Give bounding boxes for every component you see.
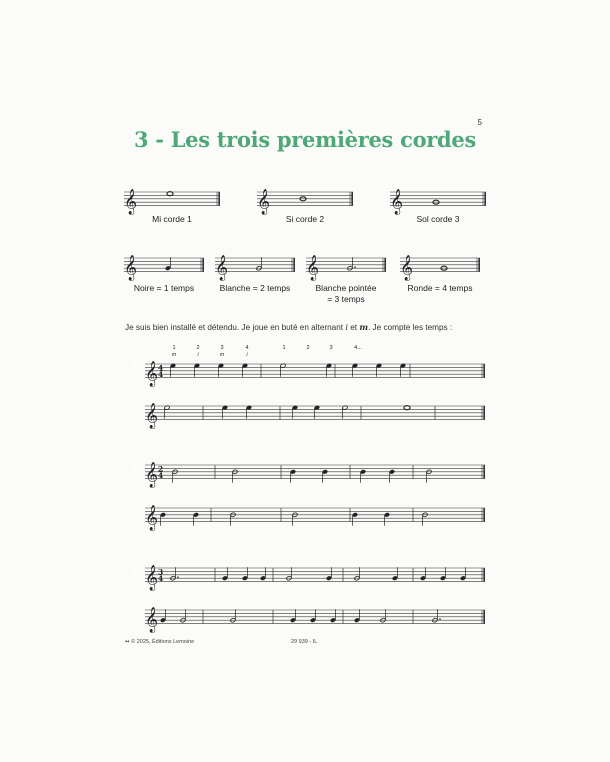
page-title: 3 - Les trois premières cordes [133,127,477,152]
exercise-2-line-1 [145,457,485,487]
treble-clef-icon: 𝄞 [145,361,159,387]
treble-clef-icon: 𝄞 [145,462,159,488]
treble-clef-icon: 𝄞 [124,255,138,281]
label-blanche-pointee [300,283,392,305]
count-label: 3 [329,345,333,351]
final-barline-thick [483,610,485,624]
time-signature-bottom: 4 [158,370,164,380]
staff-blanche-pointee [306,250,386,280]
instruction-after: . Je compte les temps : [368,323,453,332]
fingering-label: i [197,352,199,358]
whole-note [167,192,173,196]
count-label: 2 [306,345,310,351]
treble-clef-icon: 𝄞 [306,255,320,281]
exercise-number-3: 3 [131,565,137,576]
treble-clef-icon: 𝄞 [257,189,271,215]
label-mi-corde-1: Mi corde 1 [152,214,192,224]
exercise-number-1: 1 [131,361,137,372]
instruction-finger-i: i [345,322,348,332]
treble-clef-icon: 𝄞 [390,189,404,215]
treble-clef-icon: 𝄞 [400,255,414,281]
count-label: 4 [245,345,249,351]
exercise-3-line-2 [145,602,485,632]
staff-blanche [215,250,295,280]
final-barline-thick [478,258,480,272]
count-label: 1 [172,345,176,351]
exercise-2-line-2 [145,500,485,530]
augmentation-dot [439,618,441,620]
final-barline-thick [384,258,386,272]
augmentation-dot [177,576,179,578]
final-barline-thick [483,465,485,479]
final-barline-thick [293,258,295,272]
footer-copyright [125,639,194,645]
final-barline-thick [351,192,353,206]
count-label: 3 [220,345,224,351]
treble-clef-icon: 𝄞 [215,255,229,281]
treble-clef-icon: 𝄞 [145,565,159,591]
final-barline-thick [483,406,485,420]
footer-code: 29 939 - IL [291,639,318,645]
treble-clef-icon: 𝄞 [145,505,159,531]
final-barline-thick [218,192,220,206]
final-barline-thick [202,258,204,272]
count-label: 1 [282,345,286,351]
label-si-corde-2: Si corde 2 [285,214,325,224]
label-blanche: Blanche = 2 temps [219,283,291,293]
count-label: 4... [354,345,362,351]
fingering-label: m [171,352,177,358]
copyright-text: © 2025, Éditions Lemoine [131,639,195,645]
exercise-1-line-1 [145,356,485,386]
page-number: 5 [477,118,482,127]
treble-clef-icon: 𝄞 [124,189,138,215]
exercise-1-line-2 [145,398,485,428]
final-barline-thick [484,192,486,206]
staff-si [257,184,353,214]
staff-mi [124,184,220,214]
staff-noire [124,250,204,280]
treble-clef-icon: 𝄞 [145,607,159,633]
label-noire: Noire = 1 temps [133,283,195,293]
instruction-finger-m: m [359,322,368,332]
label-sol-corde-3: Sol corde 3 [416,214,460,224]
count-label: 2 [196,345,200,351]
exercise-3-line-1 [145,560,485,590]
label-ronde: Ronde = 4 temps [407,283,473,293]
instruction-text [125,322,452,332]
time-signature-top: 4 [158,363,164,373]
augmentation-dot [354,266,356,268]
time-signature-bottom: 4 [158,471,164,481]
exercise-number-2: 2 [131,462,137,473]
time-signature-bottom: 4 [158,574,164,584]
fingering-label: i [246,352,248,358]
fingering-label: m [219,352,225,358]
instruction-before: Je suis bien installé et détendu. Je joue en buté en alternant [125,323,346,332]
label-blanche-pointee-line1: Blanche pointée [315,283,377,293]
staff-ronde [400,250,480,280]
staff-sol [390,184,486,214]
time-signature-top: 2 [158,464,164,474]
final-barline-thick [483,364,485,378]
treble-clef-icon: 𝄞 [145,403,159,429]
time-signature-top: 3 [158,567,164,577]
final-barline-thick [483,508,485,522]
publisher-logo-icon: ➻ [125,639,130,645]
final-barline-thick [483,568,485,582]
instruction-mid: et [347,323,360,332]
label-blanche-pointee-line2: = 3 temps [327,294,365,304]
